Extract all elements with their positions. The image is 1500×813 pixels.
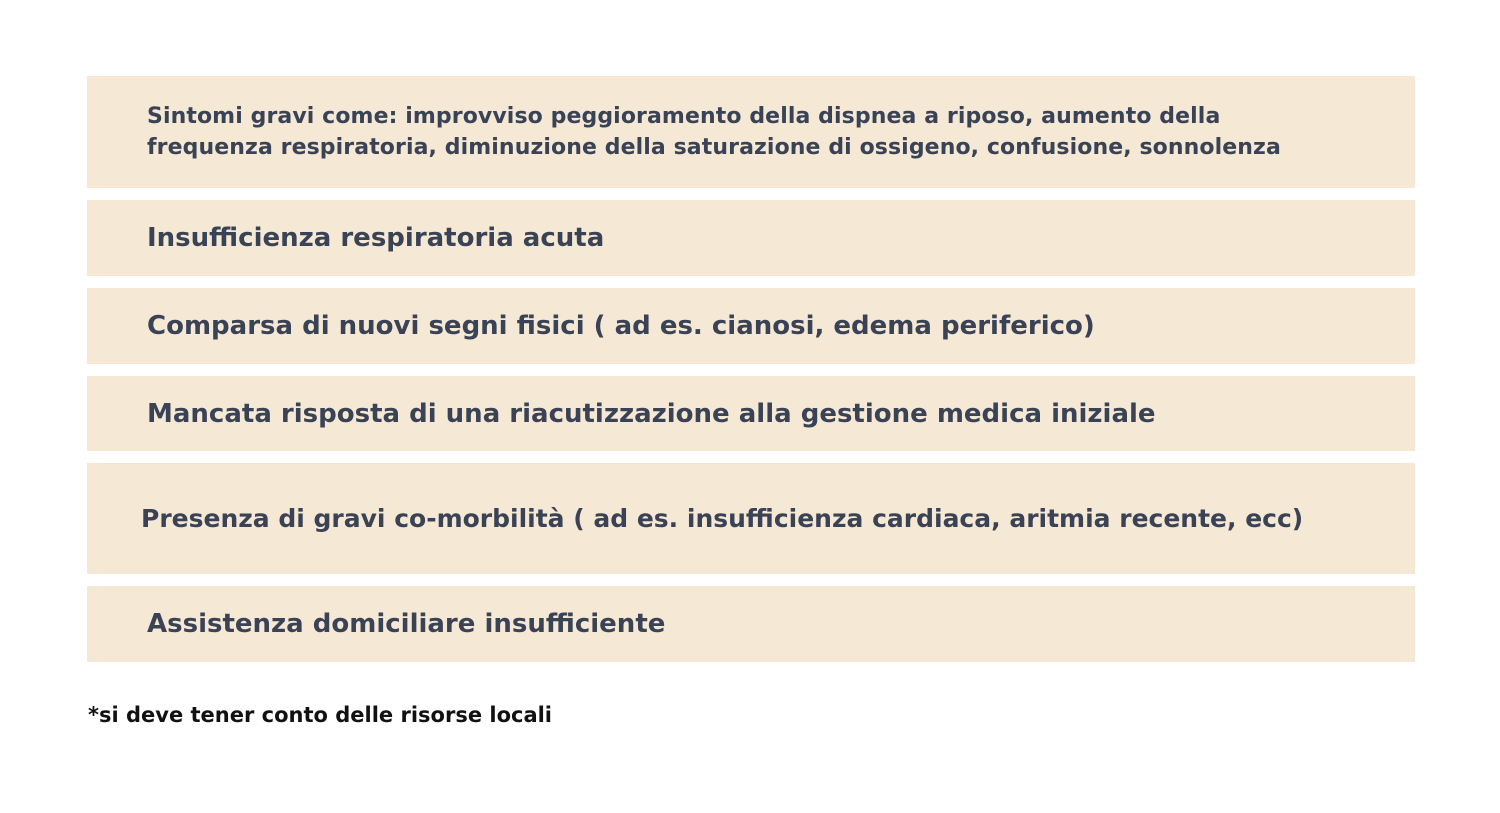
criterion-panel-comorbidities	[87, 463, 1415, 574]
criterion-text: Insufficienza respiratoria acuta	[147, 223, 605, 253]
criterion-panel-physical-signs	[87, 288, 1415, 364]
criterion-text: Comparsa di nuovi segni fisici ( ad es. cianosi, edema periferico)	[147, 311, 1095, 341]
criterion-panel-no-response	[87, 376, 1415, 451]
criterion-panel-respiratory-failure	[87, 200, 1415, 276]
criterion-text: Presenza di gravi co-morbilità ( ad es. insufficienza cardiaca, aritmia recente, ecc)	[141, 504, 1304, 533]
criterion-text: Assistenza domiciliare insufficiente	[147, 609, 666, 639]
criterion-text: Mancata risposta di una riacutizzazione alla gestione medica iniziale	[147, 398, 1156, 429]
footnote: *si deve tener conto delle risorse locali	[88, 703, 553, 727]
criterion-text: Sintomi gravi come: improvviso peggioramento della dispnea a riposo, aumento della frequenza respiratoria, diminuzione della saturazione di ossigeno, confusione, sonnolenza	[147, 104, 1281, 160]
criterion-panel-severe-symptoms	[87, 76, 1415, 188]
criterion-panel-home-care	[87, 586, 1415, 662]
